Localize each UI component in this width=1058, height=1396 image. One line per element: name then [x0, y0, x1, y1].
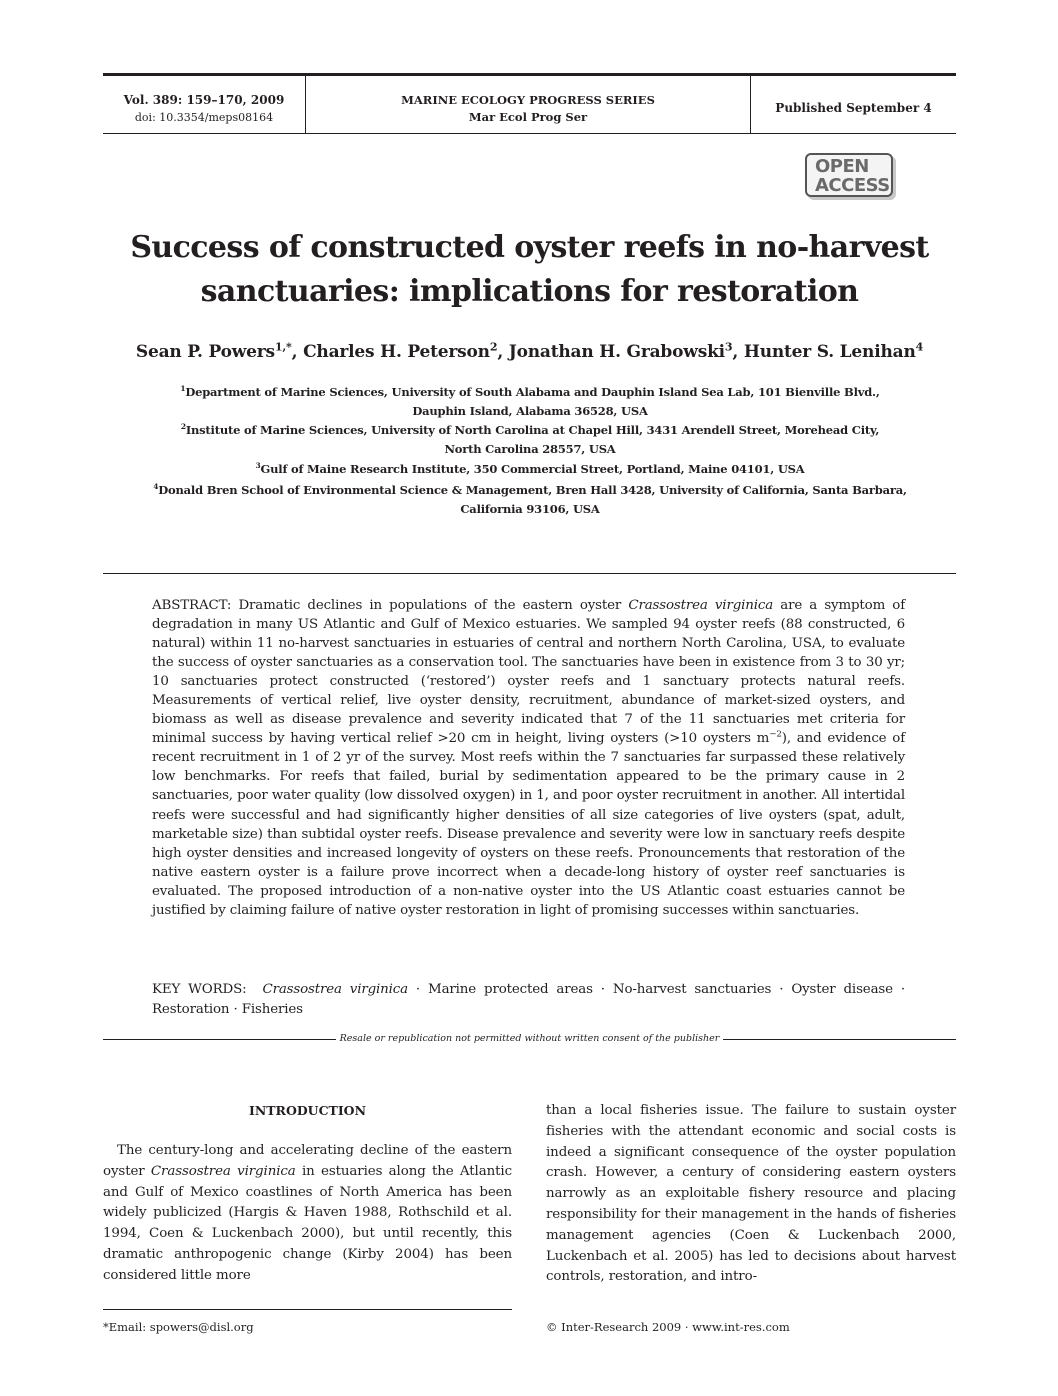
species-name: Crassostrea virginica: [628, 598, 774, 613]
title-line-1: Success of constructed oyster reefs in no-harvest: [130, 230, 929, 265]
section-heading: INTRODUCTION: [248, 1103, 366, 1118]
keyword: No-harvest sanctuaries: [612, 982, 772, 997]
doi: doi: 10.3354/meps08164: [134, 111, 274, 124]
body-text: in estuaries along the Atlantic and Gulf of Mexico coastlines of North America has been widely publicized (Hargis & Haven 1988, Rothschild et al. 1994, Coen & Luckenbach 2000), but until recently, this dramatic anthropogenic change (Kirby 2004) has been considered little more: [103, 1163, 512, 1283]
keyword: Restoration: [152, 1001, 230, 1017]
open-access-badge: [805, 153, 893, 197]
resale-text: Resale or republication not permitted without written consent of the publisher: [336, 1033, 724, 1044]
author-list: Sean P. Powers$^{1,*}$, Charles H. Peterson$^2$, Jonathan H. Grabowski$^3$, Hunter S. Lenihan$^4$: [135, 340, 924, 362]
author-sup: 3: [724, 340, 733, 354]
copyright-notice: © Inter-Research 2009 · www.int-res.com: [546, 1320, 790, 1334]
keyword: Fisheries: [241, 1001, 303, 1017]
header-bottom-rule: [103, 133, 956, 134]
abstract-text: Dramatic declines in populations of the eastern oyster: [238, 598, 622, 613]
keywords-label: KEY WORDS:: [152, 982, 247, 997]
abstract: [152, 596, 905, 920]
affiliation-num: 1: [180, 384, 186, 394]
author-sup: 2: [489, 340, 498, 354]
section-rule: [103, 573, 956, 574]
affiliation-num: 2: [180, 422, 186, 432]
affiliation-line: Gulf of Maine Research Institute, 350 Commercial Street, Portland, Maine 04101, USA: [260, 462, 805, 476]
author-name: Sean P. Powers: [135, 342, 275, 362]
resale-notice: [103, 1031, 956, 1047]
journal-abbrev: Mar Ecol Prog Ser: [468, 110, 588, 124]
header-top-rule: [103, 73, 956, 76]
abstract-label: ABSTRACT:: [152, 598, 232, 613]
abstract-text: are a symptom of degradation in many US Atlantic and Gulf of Mexico estuaries. We sampled 94 oyster reefs (88 constructed, 6 natural) within 11 no-harvest sanctuaries in estuaries of central and northern North Carolina, USA, to evaluate the success of oyster sanctuaries as a conservation tool. The sanctuaries have been in existence from 3 to 30 yr; 10 sanctuaries protect constructed (‘restored’) oyster reefs and 1 sanctuary protects natural reefs. Measurements of vertical relief, live oyster density, recruitment, abundance of market-sized oysters, and biomass as well as disease prevalence and severity indicated that 7 of the 11 sanctuaries met criteria for minimal success by having vertical relief >20 cm in height, living oysters (>10 oysters m: [152, 598, 906, 747]
published-date: Published September 4: [775, 101, 932, 115]
badge-line-open: OPEN: [815, 156, 869, 177]
intro-paragraph: [103, 1141, 512, 1287]
citation-block: [103, 92, 305, 126]
author-sup: 1,*: [274, 340, 292, 354]
affiliation-line: Department of Marine Sciences, University of South Alabama and Dauphin Island Sea Lab, 101 Bienville Blvd.,: [185, 385, 880, 399]
journal-block: [306, 92, 750, 126]
affiliation-line: Dauphin Island, Alabama 36528, USA: [412, 404, 648, 418]
affiliation: [140, 481, 920, 519]
affiliation-line: Institute of Marine Sciences, University of North Carolina at Chapel Hill, 3431 Arendell Street, Morehead City,: [185, 423, 880, 437]
affiliation: [140, 383, 920, 421]
affiliation-num: 4: [153, 482, 159, 492]
species-name: Crassostrea virginica: [150, 1163, 296, 1179]
badge-line-access: ACCESS: [815, 175, 890, 196]
keyword: Marine protected areas: [428, 982, 593, 997]
paper-title: [103, 226, 956, 314]
author-name: Jonathan H. Grabowski: [508, 342, 725, 362]
affiliation-line: Donald Bren School of Environmental Science & Management, Bren Hall 3428, University of California, Santa Barbara,: [158, 483, 907, 497]
affiliation: [140, 460, 920, 479]
author-sup: 4: [915, 340, 924, 354]
affiliation-line: California 93106, USA: [460, 502, 600, 516]
affiliation: [140, 421, 920, 459]
abstract-text: ), and evidence of recent recruitment in 1 of 2 yr of the survey. Most reefs within the 7 sanctuaries far surpassed these relatively low benchmarks. For reefs that failed, burial by sedimentation appeared to be the primary cause in 2 sanctuaries, poor water quality (low dissolved oxygen) in 1, and poor oyster recruitment in another. All intertidal reefs were successful and had significantly higher densities of all size categories of live oysters (spat, adult, marketable size) than subtidal oyster reefs. Disease prevalence and severity were low in sanctuary reefs despite high oyster densities and increased longevity of oysters on these reefs. Pronouncements that restoration of the native eastern oyster is a failure prove incorrect when a decade-long history of oyster reef sanctuaries is evaluated. The proposed introduction of a non-native oyster into the US Atlantic coast estuaries cannot be justified by claiming failure of native oyster restoration in light of promising successes within sanctuaries.: [152, 731, 905, 918]
corresponding-email: *Email: spowers@disl.org: [103, 1320, 254, 1334]
author-name: Charles H. Peterson: [303, 342, 490, 362]
title-line-2: sanctuaries: implications for restoration: [200, 274, 859, 309]
journal-name: MARINE ECOLOGY PROGRESS SERIES: [401, 93, 655, 107]
keywords: KEY WORDS: Crassostrea virginica · Marine protected areas · No-harvest sanctuaries · Oyster disease · Restoration · Fisheries: [152, 982, 905, 1017]
keyword: Crassostrea virginica: [262, 982, 408, 997]
footnote-rule: [103, 1309, 512, 1310]
keyword: Oyster disease: [791, 982, 893, 997]
author-name: Hunter S. Lenihan: [743, 342, 916, 362]
abstract-sup: −2: [769, 729, 782, 740]
volume-info: Vol. 389: 159–170, 2009: [123, 93, 285, 107]
affiliation-num: 3: [255, 461, 261, 471]
affiliation-line: North Carolina 28557, USA: [444, 442, 616, 456]
intro-left-column: [103, 1141, 512, 1287]
body-text: The century-long and accelerating decline of the eastern oyster: [103, 1143, 512, 1179]
intro-right-column: than a local fisheries issue. The failure to sustain oyster fisheries with the attendant economic and social costs is indeed a significant consequence of the oyster population crash. However, a century of considering eastern oysters narrowly as an exploitable fishery resource and placing responsibility for their management in the hands of fisheries management agencies (Coen & Luckenbach 2000, Luckenbach et al. 2005) has led to decisions about harvest controls, restoration, and intro-: [546, 1103, 956, 1285]
